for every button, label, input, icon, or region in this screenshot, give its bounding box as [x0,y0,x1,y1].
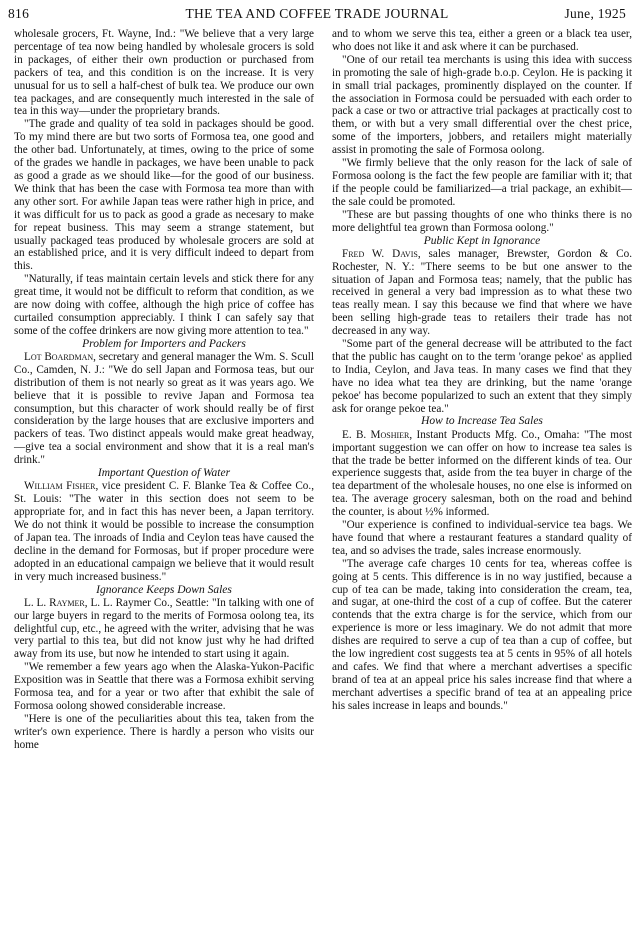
left-column [14,28,314,752]
paragraph: "These are but passing thoughts of one who thinks there is no more delightful tea grown than Formosa oolong." [332,208,632,234]
section-heading: Public Kept in Ignorance [423,234,541,247]
right-column [332,28,632,713]
page-number: 816 [8,6,30,21]
section-heading: How to Increase Tea Sales [421,415,543,428]
paragraph: and to whom we serve this tea, either a green or a black tea user, who does not like it and ask where it can be purchased. [332,28,632,53]
journal-title: THE TEA AND COFFEE TRADE JOURNAL [185,6,449,21]
paragraph-text: , L. L. Raymer Co., Seattle: "In talking with one of our large buyers in regard to the merits of Formosa oolong tea, its delightful cup, etc., he agreed with the writer, advising that he was very partial to this tea, but did not know just why he had drifted away from its use, but now he intended to start using it again. [14,596,314,661]
section-heading: Ignorance Keeps Down Sales [96,583,232,596]
paragraph-text: , sales manager, Brewster, Gordon & Co. Rochester, N. Y.: "There seems to be but one answer to the situation of Japan and Formosa teas; namely, that the public has received in general a very bad impression as to what these two teas really mean. I say this because we find that where we have been selling high-grade teas to retailers their trade has not decreased in any way. [332,247,632,338]
paragraph: "Our experience is confined to individual-service tea bags. We have found that where a restaurant features a standard quality of tea, and so advises the trade, sales increase enormously. [332,519,632,557]
speaker-name: William Fisher [24,480,96,493]
paragraph: "Here is one of the peculiarities about this tea, taken from the writer's own experience. There is hardly a person who visits our home [14,712,314,751]
paragraph: wholesale grocers, Ft. Wayne, Ind.: "We believe that a very large percentage of tea now being handled by wholesale grocers is sold in packages, of either their own production or purchased from packers of tea, and this condition is on the increase. It is very unusual for us to sell a half-chest of bulk tea. We produce our own tea packages, and are consequently much interested in the sale of tea in this way—under the proprietary brands. [14,28,314,118]
paragraph: "We remember a few years ago when the Alaska-Yukon-Pacific Exposition was in Seattle that there was a Formosa exhibit serving Formosa tea, and for a year or two after that exhibit the sale of Formosa oolong showed considerable increase. [14,661,314,713]
paragraph-text: , vice president C. F. Blanke Tea & Coffee Co., St. Louis: "The water in this section does not seem to be appropriate for, and in fact this has never been, a Japan territory. We do not think it would be possible to increase the consumption of Japan tea. The inroads of India and Ceylon teas have caused the decline in the demand for Formosas, but if proper procedure were adopted in an educational campaign we believe that it would result in very much increased business." [14,480,314,583]
section-heading: Important Question of Water [97,467,231,480]
paragraph [14,597,314,662]
paragraph: "One of our retail tea merchants is using this idea with success in promoting the sale of high-grade b.o.p. Ceylon. He is packing it in small trial packages, prominently displayed on the counter. If the association in Formosa could be persuaded with each order to pack a case or two or attractive trial packages at practically cost to them, or with but a very small differential over the chest price, some of the importers, jobbers, and retailers might materially assist in promoting the sale of Formosa oolong. [332,53,632,157]
speaker-name: L. L. Raymer [24,596,85,609]
paragraph [14,480,314,583]
speaker-name: Lot Boardman [24,350,94,363]
paragraph: "The average cafe charges 10 cents for tea, whereas coffee is going at 5 cents. This difference is in no way justified, because a cup of tea can be made, taking into consideration the cream, tea, and sugar, at one-third the cost of a cup of coffee. But the caterer contends that the extra charge is for the service, which from our experience is more or less imaginary. We do not admit that more dishes are required to serve a cup of tea than a cup of coffee, but the low ingredient cost suggests tea at 5 cents in 95% of all hotels and cafes. We find that where a merchant advertises a specific brand of tea at an appeal price his sales increase find that where a merchant advertises a specific brand of tea at an appealing price his sales increase in leaps and bounds." [332,557,632,712]
speaker-name: E. B. Moshier [342,428,410,441]
paragraph [332,248,632,338]
page-header [8,6,626,26]
paragraph: "Naturally, if teas maintain certain levels and stick there for any great time, it would not be difficult to reform that condition, as we are now doing with coffee, although the high price of coffee has curtailed consumption appreciably. I think I can safely say that some of the coffee drinkers are now giving more attention to tea." [14,273,314,337]
paragraph [332,429,632,519]
issue-date: June, 1925 [564,6,626,21]
section-heading: Problem for Importers and Packers [82,337,246,350]
paragraph: "The grade and quality of tea sold in packages should be good. To my mind there are but two sorts of Formosa tea, one good and the other bad. Unfortunately, at times, owing to the price of some of the grades we handle in packages, we have been unable to pack as good a grade as we should like—for the good of our business. We think that has been the case with Formosa tea more than with any other sort. For awhile Japan teas were rather high in price, and it was difficult for us to pack as good a grade as necesary to make for repeat business. This may seem a strange statement, but usually packaged teas produced by wholesale grocers are sold at an established price, and it is very difficult indeed to depart from this. [14,118,314,273]
paragraph: "Some part of the general decrease will be attributed to the fact that the public has caught on to the term 'orange pekoe' as applied to India, Ceylon, and Java teas. In many cases we find that they have no idea what tea they are drinking, but the name 'orange pekoe' has become popularized to such an extent that they simply ask for orange pekoe tea." [332,338,632,415]
paragraph-text: , secretary and general manager the Wm. S. Scull Co., Camden, N. J.: "We do sell Japan and Formosa teas, but our distribution of them is not nearly so great as it was years ago. We believe that it is possible to revive Japan and Formosa tea consumption, but this character of work should really be of first consideration by the large houses that are exclusive importers and packers of teas. Two distinct appeals would make great headway,—give tea a social environment and show that it is a real man's drink." [14,350,314,467]
paragraph [14,351,314,467]
paragraph: "We firmly believe that the only reason for the lack of sale of Formosa oolong is the fact the few people are familiar with it; that if the people could be familiarized—a trial package, an exhibit—the sale could be promoted. [332,157,632,208]
speaker-name: Fred W. Davis [342,247,418,260]
paragraph-text: , Instant Products Mfg. Co., Omaha: "The most important suggestion we can offer on how to increase tea sales is that the trade be better informed on the different kinds of tea. Our experience suggests that, aside from the tea buyer in charge of the tea department of the wholesale houses, no one else is informed on tea. The average grocery salesman, both on the road and behind the counter, is about ½% informed. [332,428,632,519]
